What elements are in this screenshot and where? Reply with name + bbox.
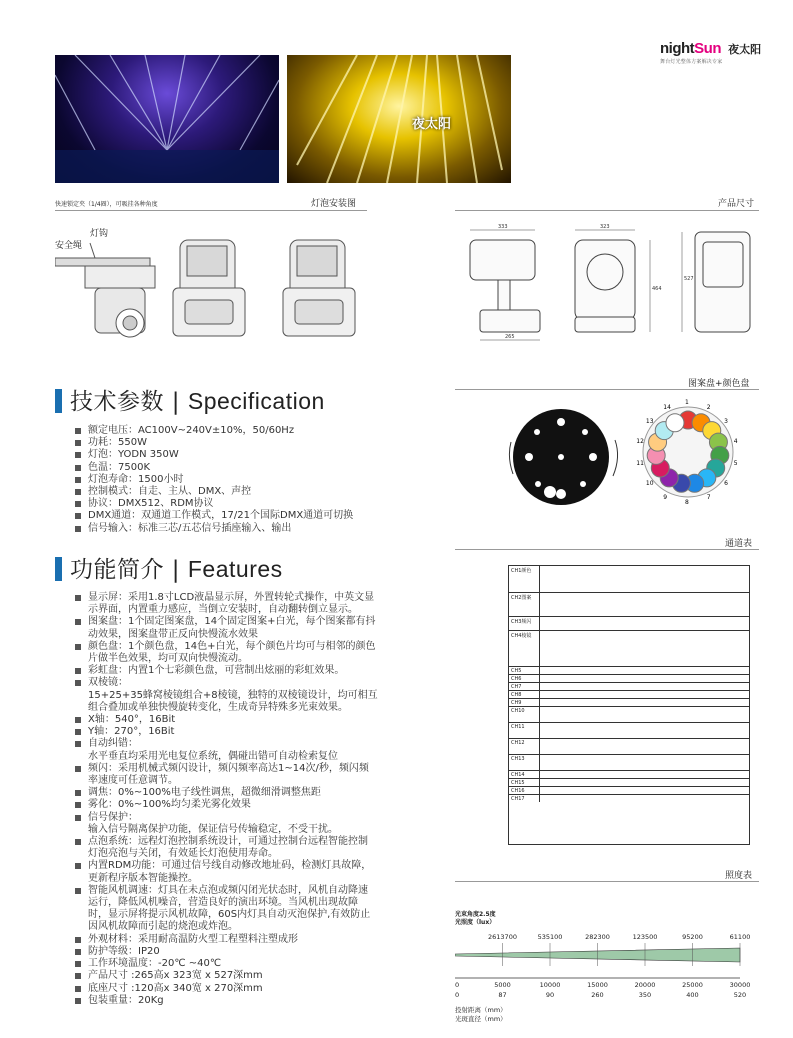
blue-beams-image: [55, 55, 279, 183]
color-wheel-number: 8: [685, 499, 689, 506]
specification-list: [74, 425, 404, 535]
feature-line: 图案盘：1个固定图案盘，14个固定图案+白光，每个图案都有抖: [74, 616, 404, 628]
diameter-value: 87: [498, 991, 507, 999]
feature-line: 颜色盘：1个颜色盘，14色+白光，每个颜色片均可与相邻的颜色: [74, 641, 404, 653]
brand-logo: [660, 38, 785, 68]
feature-line: 组合叠加或单独快慢旋转变化，生成奇异特殊多光束效果。: [88, 701, 348, 713]
channel-row: [509, 592, 749, 616]
lux-value: 123500: [632, 933, 658, 941]
feature-line: X轴：540°，16Bit: [74, 714, 404, 726]
channel-label: CH3频闪: [511, 619, 532, 625]
channel-label: CH12: [511, 740, 525, 746]
channel-label: CH5: [511, 668, 522, 674]
channel-row: [509, 630, 749, 666]
feature-line: 率速度可任意调节。: [88, 775, 178, 787]
distance-value: 30000: [729, 981, 751, 989]
feature-line: 灯泡亮泡与关闭，有效延长灯泡使用寿命。: [88, 848, 278, 860]
feature-line: 彩虹盘：内置1个七彩颜色盘，可营制出炫丽的彩虹效果。: [74, 665, 404, 677]
feature-line: 底座尺寸 :120高x 340宽 x 270深mm: [74, 983, 404, 995]
channel-row: [509, 666, 749, 674]
channel-row: [509, 674, 749, 682]
spec-item: 信号输入：标准三芯/五芯信号插座输入、输出: [74, 523, 404, 535]
spec-item: 额定电压：AC100V~240V±10%，50/60Hz: [74, 425, 404, 437]
color-wheel-number: 1: [685, 399, 689, 406]
channel-divider: [539, 779, 540, 786]
spec-item: 功耗：550W: [74, 437, 404, 449]
specification-title: 技术参数 | Specification: [55, 383, 325, 416]
channel-row: [509, 778, 749, 786]
spec-item: 色温：7500K: [74, 462, 404, 474]
illuminance-title: 照度表: [725, 871, 753, 881]
feature-line: 显示屏：采用1.8寸LCD液晶显示屏，外置转轮式操作，中英文显: [74, 592, 404, 604]
feature-line: 防护等级：IP20: [74, 946, 404, 958]
channel-row: [509, 786, 749, 794]
color-wheel-number: 2: [706, 403, 711, 411]
channel-divider: [539, 739, 540, 754]
channel-divider: [539, 566, 540, 592]
channel-row: [509, 698, 749, 706]
feature-line: 自动纠错：: [74, 738, 404, 750]
diameter-value: 90: [545, 991, 555, 999]
logo-cn: 夜太阳: [728, 43, 762, 56]
feature-line: 片做半色效果，均可双向快慢流动。: [88, 653, 248, 665]
dim-height: 527: [684, 276, 694, 282]
color-wheel-number: 3: [724, 417, 728, 425]
channel-row: [509, 794, 749, 802]
color-wheel-number: 9: [663, 494, 668, 502]
gobo-wheel: [505, 402, 625, 512]
lux-value: 535100: [537, 933, 563, 941]
channel-label: CH2图案: [511, 595, 532, 601]
channel-divider: [539, 787, 540, 794]
feature-line: Y轴：270°，16Bit: [74, 726, 404, 738]
install-illustrations: [55, 228, 365, 340]
spec-item: 灯泡：YODN 350W: [74, 449, 404, 461]
diameter-value: 520: [733, 991, 747, 999]
illuminance-rule: [455, 881, 759, 882]
distance-value: 25000: [682, 981, 703, 989]
distance-value: 10000: [539, 981, 561, 989]
channel-divider: [539, 755, 540, 770]
install-title: 灯泡安装图: [311, 199, 357, 209]
title-bar: [55, 389, 62, 413]
dimensions-rule: [455, 210, 759, 211]
channel-label: CH16: [511, 788, 525, 794]
feature-line: 外观材料：采用耐高温防火型工程塑料注塑成形: [74, 934, 404, 946]
channel-row: [509, 616, 749, 630]
channel-label: CH14: [511, 772, 525, 778]
lux-label: 光照度（lux）: [455, 919, 496, 926]
diameter-value: 0: [455, 991, 460, 999]
color-wheel-number: 6: [724, 480, 728, 488]
channel-divider: [539, 795, 540, 802]
spec-item: 控制模式：自走、主从、DMX、声控: [74, 486, 404, 498]
feature-line: 运行，降低风机噪音，营造良好的演出环境。当风机出现故障: [88, 897, 358, 909]
feature-line: 示界面，内置重力感应，当倒立安装时，自动翻转倒立显示。: [88, 604, 358, 616]
channel-label: CH4棱镜: [511, 633, 532, 639]
channel-row: [509, 566, 749, 592]
features-title: 功能简介 | Features: [55, 551, 283, 584]
gobo-color-title: 图案盘+颜色盘: [688, 379, 750, 389]
spec-item: 协议：DMX512、RDM协议: [74, 498, 404, 510]
stage-photo-blue: [55, 55, 279, 183]
feature-line: 信号保护：: [74, 812, 404, 824]
feature-line: 双棱镜：: [74, 677, 404, 689]
channel-label: CH13: [511, 756, 525, 762]
diameter-value: 260: [591, 991, 604, 999]
lux-value: 2613700: [488, 933, 517, 941]
channel-row: [509, 690, 749, 698]
color-slot: [666, 414, 684, 432]
distance-value: 15000: [587, 981, 608, 989]
spec-item: DMX通道：双通道工作模式，17/21个国际DMX通道可切换: [74, 510, 404, 522]
features-list: [74, 592, 404, 1007]
channel-row: [509, 682, 749, 690]
feature-line: 雾化：0%~100%均匀柔光雾化效果: [74, 799, 404, 811]
color-wheel-number: 11: [636, 460, 644, 468]
channel-row: [509, 754, 749, 770]
channel-label: CH17: [511, 796, 525, 802]
feature-line: 时，显示屏将提示风机故障，60S内灯具自动灭泡保护,有效防止: [88, 909, 371, 921]
feature-line: 调焦：0%~100%电子线性调焦，超微细滑调整焦距: [74, 787, 404, 799]
channel-divider: [539, 707, 540, 722]
channel-divider: [539, 723, 540, 738]
feature-line: 因风机故障而引起的烧泡或炸泡。: [88, 921, 238, 933]
install-caption: 快速锁定夹（1/4圈），可吸挂各种角度: [55, 201, 158, 208]
color-wheel-number: 4: [733, 437, 738, 445]
channel-divider: [539, 771, 540, 778]
color-wheel-number: 13: [645, 417, 654, 425]
dim-height-mid: 464: [652, 286, 662, 292]
channel-rule: [455, 549, 759, 550]
feature-line: 智能风机调速：灯具在未点泡或频闪闭光状态时，风机自动降速: [74, 885, 404, 897]
gobo-rule: [455, 389, 759, 390]
channel-divider: [539, 683, 540, 690]
lux-value: 282300: [585, 933, 610, 941]
channel-label: CH15: [511, 780, 525, 786]
title-bar: [55, 557, 62, 581]
color-wheel-number: 5: [733, 460, 738, 468]
channel-divider: [539, 667, 540, 674]
color-wheel: [636, 398, 756, 510]
dimension-drawings: [460, 222, 760, 344]
install-rule: [55, 210, 367, 211]
diameter-value: 400: [686, 991, 699, 999]
feature-line: 输入信号隔离保护功能，保证信号传输稳定，不受干扰。: [88, 823, 338, 835]
logo-tagline: 舞台灯光整体方案解决专家: [660, 59, 723, 65]
feature-line: 水平垂直均采用光电复位系统，偶碰出错可自动检索复位: [88, 750, 338, 762]
feature-line: 点泡系统：远程灯泡控制系统设计，可通过控制台远程智能控制: [74, 836, 404, 848]
channel-divider: [539, 593, 540, 616]
channel-label: CH7: [511, 684, 522, 690]
diameter-value: 350: [638, 991, 652, 999]
photo-watermark: 夜太阳: [412, 117, 452, 132]
feature-line: 包装重量：20Kg: [74, 995, 404, 1007]
color-wheel-number: 10: [645, 480, 654, 488]
channel-row: [509, 722, 749, 738]
channel-divider: [539, 699, 540, 706]
lux-value: 95200: [682, 933, 703, 941]
label-hook: 灯钩: [90, 229, 109, 239]
color-wheel-number: 14: [663, 403, 671, 411]
yellow-beams-image: [287, 55, 511, 183]
channel-label: CH10: [511, 708, 525, 714]
label-safety-rope: 安全绳: [55, 241, 83, 251]
feature-line: 更新程序版本智能操控。: [88, 872, 198, 884]
channel-label: CH9: [511, 700, 522, 706]
distance-value: 5000: [494, 981, 511, 989]
feature-line: 频闪：采用机械式频闪设计，频闪频率高达1~14次/秒，频闪频: [74, 763, 404, 775]
feature-line: 工作环境温度：-20℃ ~40℃: [74, 958, 404, 970]
dim-front-width: 323: [600, 224, 610, 230]
channel-label: CH6: [511, 676, 522, 682]
channel-table-title: 通道表: [725, 539, 753, 549]
stage-photo-yellow: [287, 55, 511, 183]
lux-value: 61100: [729, 933, 751, 941]
channel-row: [509, 738, 749, 754]
channel-divider: [539, 617, 540, 630]
distance-value: 0: [455, 981, 460, 989]
distance-value: 20000: [634, 981, 656, 989]
color-wheel-number: 12: [636, 437, 644, 445]
diameter-label: 光斑直径（mm）: [455, 1015, 507, 1023]
channel-row: [509, 706, 749, 722]
channel-divider: [539, 675, 540, 682]
channel-label: CH8: [511, 692, 522, 698]
dim-side-width: 333: [498, 224, 508, 230]
color-wheel-number: 7: [706, 494, 711, 502]
channel-row: [509, 770, 749, 778]
feature-line: 15+25+35蜂窝棱镜组合+8棱镜，独特的双棱镜设计，均可相互: [88, 689, 378, 701]
dim-base: 265: [505, 334, 515, 340]
channel-label: CH11: [511, 724, 525, 730]
dimensions-title: 产品尺寸: [718, 199, 755, 209]
feature-line: 内置RDM功能：可通过信号线自动修改地址码，检测灯具故障，: [74, 860, 404, 872]
channel-divider: [539, 631, 540, 666]
illuminance-chart: [455, 930, 760, 1030]
logo-brand: nightSun: [660, 40, 721, 57]
feature-line: 动效果，图案盘带正反向快慢流水效果: [88, 628, 258, 640]
spec-item: 灯泡寿命：1500小时: [74, 474, 404, 486]
beam-angle: 光束角度2.5度: [455, 911, 496, 918]
feature-line: 产品尺寸 :265高x 323宽 x 527深mm: [74, 970, 404, 982]
channel-label: CH1颜色: [511, 568, 532, 574]
channel-table: [508, 565, 750, 845]
distance-label: 投射距离（mm）: [455, 1006, 507, 1014]
channel-divider: [539, 691, 540, 698]
